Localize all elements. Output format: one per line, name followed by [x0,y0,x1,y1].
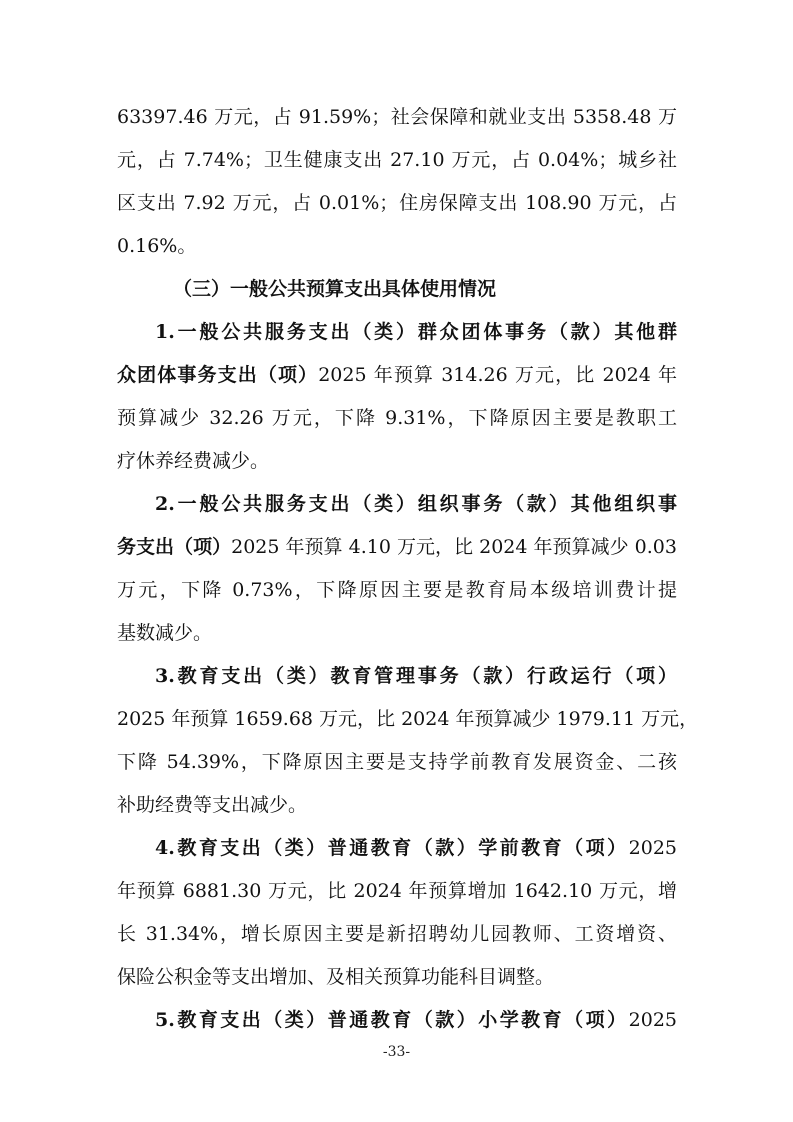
item-heading-fragment: 务支出（项） [117,536,232,558]
item-mixed-line [117,999,677,1042]
item-mixed-line [117,354,677,397]
paragraph-line: 下降 54.39%，下降原因主要是支持学前教育发展资金、二孩 [117,751,677,773]
intro-paragraph [117,96,677,268]
item-text-fragment: 2025 年预算 314.26 万元，比 2024 年 [318,364,677,386]
item-heading-line: 1.一般公共服务支出（类）群众团体事务（款）其他群 [155,321,677,343]
paragraph-line: 疗休养经费减少。 [117,450,270,472]
item-text-fragment: 2025 年预算 4.10 万元，比 2024 年预算减少 0.03 [231,536,677,558]
budget-item-1 [117,311,677,483]
budget-item-5 [117,999,677,1042]
paragraph-line: 63397.46 万元，占 91.59%；社会保障和就业支出 5358.48 万 [117,106,677,128]
item-heading-fragment: 众团体事务支出（项） [117,364,319,386]
document-page [117,96,699,1042]
item-mixed-line [117,526,677,569]
item-heading-fragment: 4.教育支出（类）普通教育（款）学前教育（项） [155,837,629,859]
item-heading-line: 2.一般公共服务支出（类）组织事务（款）其他组织事 [155,493,677,515]
paragraph-line: 0.16%。 [117,235,197,257]
budget-item-3 [117,655,699,827]
paragraph-line: 年预算 6881.30 万元，比 2024 年预算增加 1642.10 万元，增 [117,880,677,902]
budget-item-2 [117,483,677,655]
paragraph-line: 预算减少 32.26 万元，下降 9.31%，下降原因主要是教职工 [117,407,677,429]
page-number: -33- [382,1044,411,1060]
paragraph-line: 保险公积金等支出增加、及相关预算功能科目调整。 [117,966,555,988]
paragraph-line: 补助经费等支出减少。 [117,794,308,816]
paragraph-line: 区支出 7.92 万元，占 0.01%；住房保障支出 108.90 万元，占 [117,192,677,214]
paragraph-line: 元，占 7.74%；卫生健康支出 27.10 万元，占 0.04%；城乡社 [117,149,677,171]
paragraph-line: 长 31.34%，增长原因主要是新招聘幼儿园教师、工资增资、 [117,923,677,945]
item-mixed-line [117,827,677,870]
item-text-fragment: 2025 [628,1009,677,1031]
paragraph-line: 基数减少。 [117,622,213,644]
paragraph-line: 2025 年预算 1659.68 万元，比 2024 年预算减少 1979.11 万元， [117,708,699,730]
paragraph-line: 万元，下降 0.73%，下降原因主要是教育局本级培训费计提 [117,579,677,601]
item-heading-line: 3.教育支出（类）教育管理事务（款）行政运行（项） [155,665,677,687]
item-text-fragment: 2025 [628,837,677,859]
item-heading-fragment: 5.教育支出（类）普通教育（款）小学教育（项） [155,1009,629,1031]
budget-item-4 [117,827,677,999]
section-heading: （三）一般公共预算支出具体使用情况 [173,278,497,300]
